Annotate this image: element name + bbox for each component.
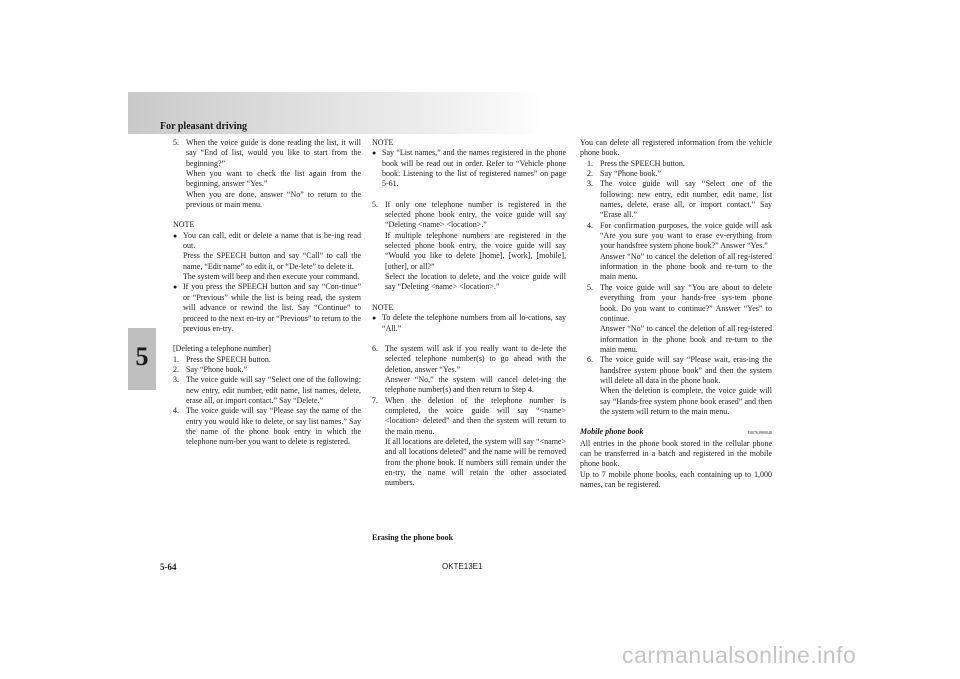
list-item: 7. When the deletion of the telephone number is completed, the voice guide will say “<name> <location> deleted” and then the system will return to the main menu. xyxy=(372,395,566,436)
note-label: NOTE xyxy=(173,220,195,230)
bullet-icon: ● xyxy=(372,314,377,323)
document-code: OKTE13E1 xyxy=(442,562,483,571)
list-item: 1. Press the SPEECH button. xyxy=(587,158,685,168)
column-left: 5. When the voice guide is done reading the list, it will say “End of list, would you like to start from the beginning?” When you want to check the list again from the beginning, answer “Yes.” When you are done, answer “No” to return to the previous or main menu. NOTE ● You can call, edit or delete a name that is be-ing read out. Press the SPEECH button and say “Call” to call the name, “Edit name” to edit it, or “De-lete” to delete it. The system will beep and then execute your command. ● If you press the SPEECH button and say “Con-tinue” or “Previous” while the list is being read, the system will advance or rewind the list. Say “Continue” to proceed to the next en-try or “Previous” to return to the previous en-try. [Deleting a telephone number] 1. Press the SPEECH button. 2. Say “Phone book.” 3. The voice guide will say “Select one of the following: new entry, edit number, edit name, list names, delete, erase all, or import contact.” Say “Delete.” 4. The voice guide will say “Please say the name of the entry you would like to delete, or say list names.” Say the name of the phone book entry in which the telephone num-ber you want to delete is registered. xyxy=(173,138,361,447)
page-number: 5-64 xyxy=(160,562,177,572)
note-bullet: ● If you press the SPEECH button and say “Con-tinue” or “Previous” while the list is being read, the system will advance or rewind the list. Say “Continue” to proceed to the next en-try or “Previous” to return to the previous en-try. xyxy=(173,282,361,333)
list-item: 3. The voice guide will say “Select one of the following: new entry, edit number, edit name, list names, delete, erase all, or import contact.” Say “Erase all.” xyxy=(587,179,772,220)
watermark: carmanualsonline.info xyxy=(622,642,857,668)
paragraph: All entries in the phone book stored in the cellular phone can be transferred in a batch and registered in the mobile phone book. xyxy=(580,438,772,469)
list-item: 3. The voice guide will say “Select one of the following: new entry, edit number, edit name, list names, delete, erase all, or import contact.” Say “Delete.” xyxy=(173,375,361,405)
note-bullet: ● Say “List names,” and the names registered in the phone book will be read out in order. Refer to “Vehicle phone book: Listening to the list of registered names” on page 5-61. xyxy=(372,148,566,189)
subsection-heading: Mobile phone book E00763900048 xyxy=(580,427,772,438)
note-label: NOTE xyxy=(372,302,394,312)
list-item: 4. For confirmation purposes, the voice guide will ask “Are you sure you want to erase ev-erything from your handsfree system phone book?” Answer “Yes.” xyxy=(587,220,772,251)
list-item: 5. If only one telephone number is registered in the selected phone book entry, the voice guide will say “Deleting <name> <location>.” xyxy=(372,199,566,230)
note-label: NOTE xyxy=(372,138,394,147)
note-bullet: ● You can call, edit or delete a name that is be-ing read out. xyxy=(173,230,361,251)
paragraph: You can delete all registered information from the vehicle phone book. xyxy=(580,138,772,158)
column-right: You can delete all registered information from the vehicle phone book. 1. Press the SPEECH button. 2. Say “Phone book.” 3. The voice guide will say “Select one of the following: new entry, edit number, edit name, list names, delete, erase all, or import contact.” Say “Erase all.” 4. For confirmation purposes, the voice guide will ask “Are you sure you want to erase ev-erything from your handsfree system phone book?” Answer “Yes.” Answer “No” to cancel the deletion of all reg-istered information in the phone book and re-turn to the main menu. 5. The voice guide will say “You are about to delete everything from your hands-free sys-tem phone book. Do you want to continue?” Answer “Yes” to continue. Answer “No” to cancel the deletion of all reg-istered information in the phone book and re-turn to the main menu. 6. The voice guide will say “Please wait, eras-ing the handsfree system phone book” and then the system will delete all data in the phone book. When the deletion is complete, the voice guide will say “Hands-free system phone book erased” and then the system will return to the main menu. Mobile phone book E00763900048 All entries in the phone book stored in the cellular phone can be transferred in a batch and registered in the mobile phone book. Up to 7 mobile phone books, each containing up to 1,000 names, can be registered. xyxy=(580,138,772,489)
column-middle: NOTE ● Say “List names,” and the names registered in the phone book will be read out in order. Refer to “Vehicle phone book: Listening to the list of registered names” on page 5-61. 5. If only one telephone number is registered in the selected phone book entry, the voice guide will say “Deleting <name> <location>.” If multiple telephone numbers are registered in the selected phone book entry, the voice guide will say “Would you like to delete [home], [work], [mobile], [other], or all?” Select the location to delete, and the voice guide will say “Deleting <name> <location>.” NOTE ● To delete the telephone numbers from all lo-cations, say “All.” 6. The system will ask if you really want to de-lete the selected telephone number(s) to go ahead with the deletion, answer “Yes.” Answer “No,” the system will cancel delet-ing the telephone number(s) and then return to Step 4. 7. When the deletion of the telephone number is completed, the voice guide will say “<name> <location> deleted” and then the system will return to the main menu. If all locations are deleted, the system will say “<name> and all locations deleted” and the name will be removed from the phone book. If numbers still remain under the en-try, the name will retain the other associated numbers. xyxy=(372,138,566,488)
list-item: 5. The voice guide will say “You are about to delete everything from your hands-free sys-tem phone book. Do you want to continue?” Answer “Yes” to continue. xyxy=(587,282,772,323)
list-item: 6. The system will ask if you really want to de-lete the selected telephone number(s) to go ahead with the deletion, answer “Yes.” xyxy=(372,343,566,374)
bullet-icon: ● xyxy=(173,283,178,292)
list-item: 6. The voice guide will say “Please wait, eras-ing the handsfree system phone book” and then the system will delete all data in the phone book. xyxy=(587,355,772,385)
subsection-title: [Deleting a telephone number] xyxy=(173,344,271,354)
bullet-icon: ● xyxy=(372,149,377,158)
subsection-heading: Erasing the phone book xyxy=(372,533,454,542)
list-item: 2. Say “Phone book.” xyxy=(587,169,662,179)
section-title: For pleasant driving xyxy=(160,121,248,132)
paragraph: Up to 7 mobile phone books, each containing up to 1,000 names, can be registered. xyxy=(580,469,772,489)
list-item: 5. When the voice guide is done reading the list, it will say “End of list, would you like to start from the beginning?” xyxy=(173,138,361,168)
chapter-number: 5 xyxy=(135,342,149,371)
list-item: 2. Say “Phone book.” xyxy=(173,364,248,374)
reference-code: E00763900048 xyxy=(747,430,772,436)
list-item: 1. Press the SPEECH button. xyxy=(173,354,271,364)
list-item: 4. The voice guide will say “Please say the name of the entry you would like to delete, or say list names.” Say the name of the phone book entry in which the telephone num-ber you want to delete is registered. xyxy=(173,406,361,447)
bullet-icon: ● xyxy=(173,231,178,240)
note-bullet: ● To delete the telephone numbers from all lo-cations, say “All.” xyxy=(372,313,566,333)
